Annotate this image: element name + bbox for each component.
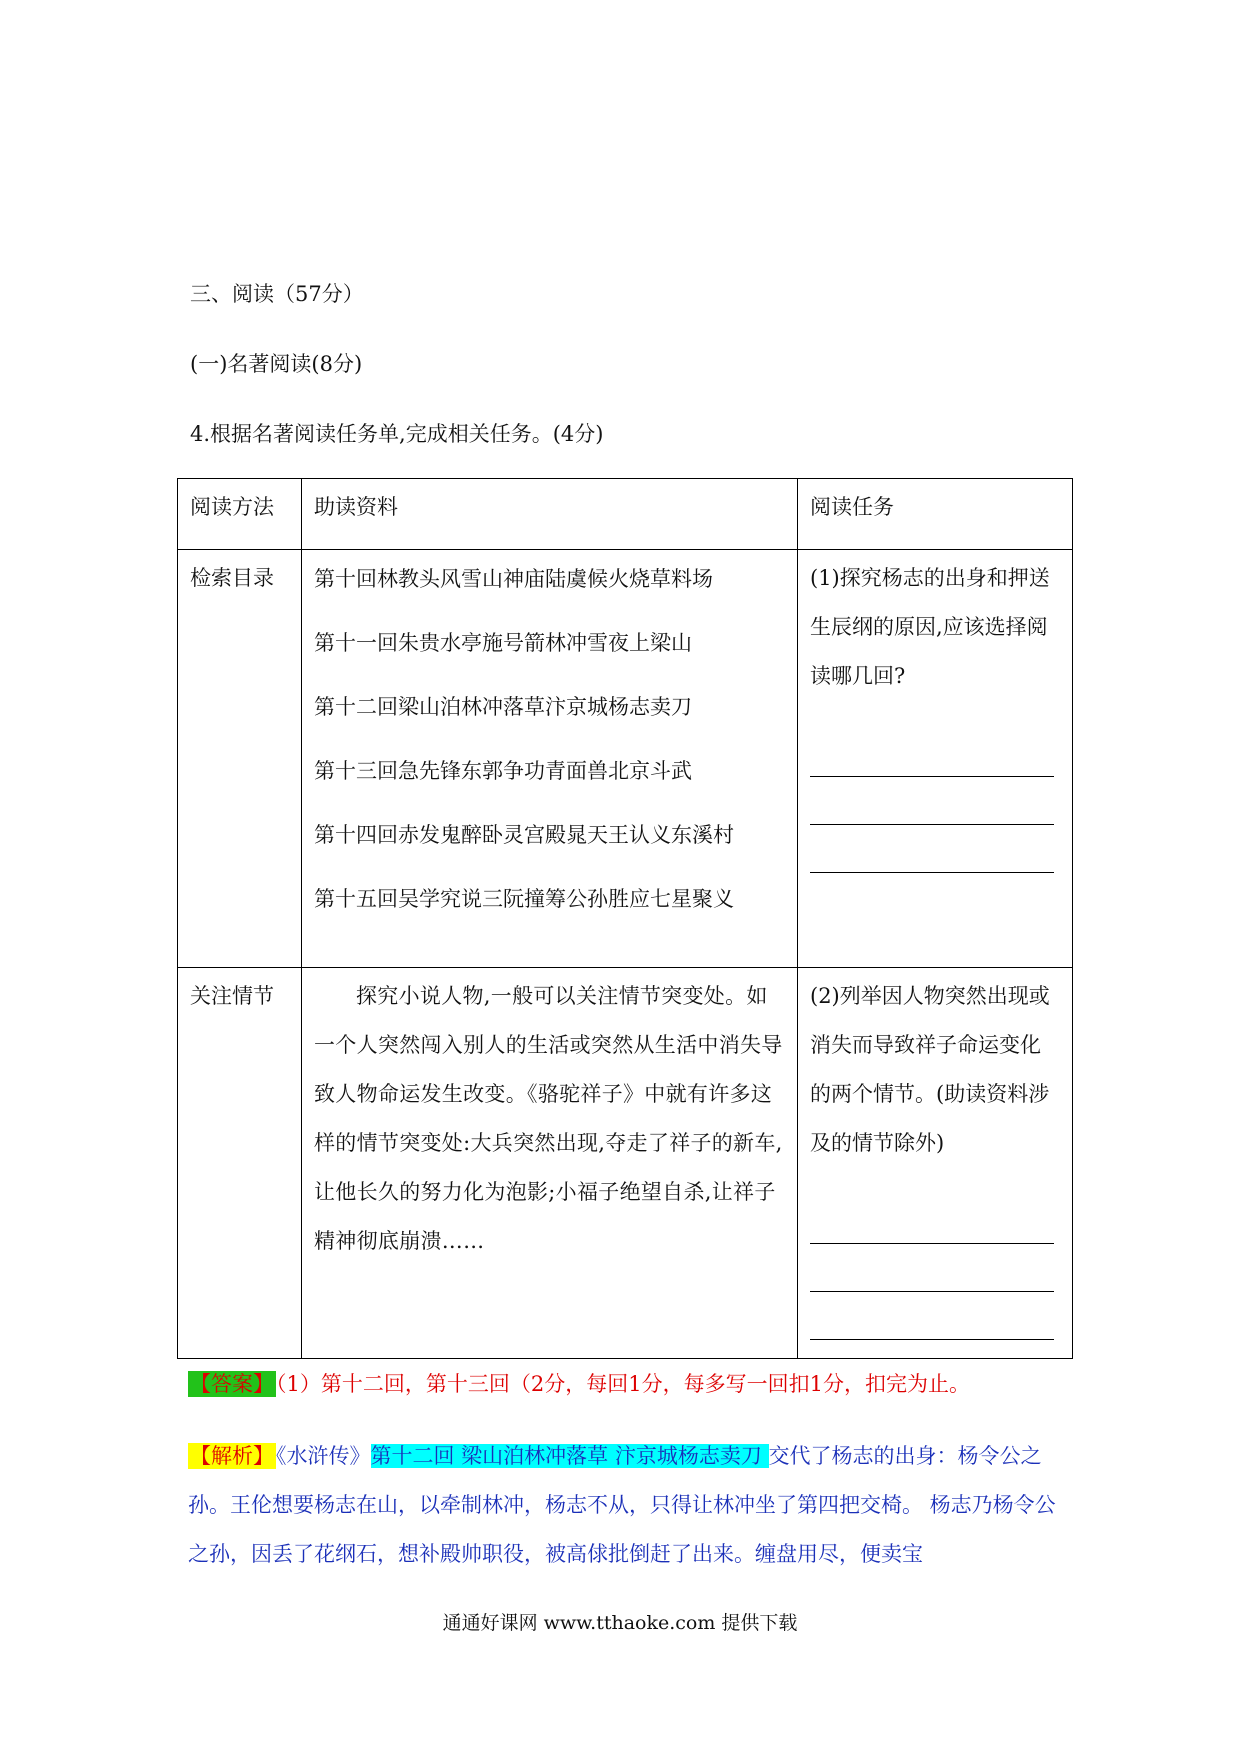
chapter-item: 第十二回梁山泊林冲落草汴京城杨志卖刀 xyxy=(314,695,692,719)
task-cell xyxy=(798,550,1073,968)
answer-blank[interactable] xyxy=(810,1244,1054,1292)
chapter-item: 第十三回急先锋东郭争功青面兽北京斗武 xyxy=(314,759,692,783)
task-question-1: (1)探究杨志的出身和押送生辰纲的原因,应该选择阅读哪几回? xyxy=(810,566,1050,688)
chapter-item: 第十一回朱贵水亭施号箭林冲雪夜上梁山 xyxy=(314,631,692,655)
chapter-item: 第十四回赤发鬼醉卧灵宫殿晁天王认义东溪村 xyxy=(314,823,734,847)
table-row xyxy=(178,968,1073,1359)
method-cell: 关注情节 xyxy=(178,968,302,1359)
chapter-list xyxy=(314,550,785,935)
analysis-paragraph xyxy=(188,1432,1068,1579)
section-title: 三、阅读（57分） xyxy=(190,282,364,306)
subsection-title: (一)名著阅读(8分) xyxy=(190,352,363,376)
method-cell: 检索目录 xyxy=(178,550,302,968)
answer-blank[interactable] xyxy=(810,1196,1054,1244)
header-material: 助读资料 xyxy=(302,479,798,550)
answer-blank[interactable] xyxy=(810,825,1054,873)
task-question-2: (2)列举因人物突然出现或消失而导致祥子命运变化的两个情节。(助读资料涉及的情节除外) xyxy=(810,984,1050,1155)
answer-label: 【答案】 xyxy=(190,1372,274,1396)
header-task: 阅读任务 xyxy=(798,479,1073,550)
analysis-text-before: 《水浒传》 xyxy=(276,1444,371,1468)
question-title: 4.根据名著阅读任务单,完成相关任务。(4分) xyxy=(190,422,604,446)
analysis-text-after: 交代了杨志的出身：杨令公之孙。王伦想要杨志在山，以牵制林冲，杨志不从，只得让林冲坐了第四把交椅。 杨志乃杨令公之孙，因丢了花纲石，想补殿帅职役，被高俅批倒赶了出来。缠盘用尽，便卖宝 xyxy=(188,1444,1056,1566)
analysis-label: 【解析】 xyxy=(190,1444,274,1468)
table-header-row xyxy=(178,479,1073,550)
answer-blank[interactable] xyxy=(810,777,1054,825)
task-cell xyxy=(798,968,1073,1359)
answer-blank[interactable] xyxy=(810,729,1054,777)
material-paragraph: 探究小说人物,一般可以关注情节突变处。如一个人突然闯入别人的生活或突然从生活中消失导致人物命运发生改变。《骆驼祥子》中就有许多这样的情节突变处:大兵突然出现,夺走了祥子的新车,让他长久的努力化为泡影;小福子绝望自杀,让祥子精神彻底崩溃…… xyxy=(314,984,783,1253)
chapter-item: 第十回林教头风雪山神庙陆虞候火烧草料场 xyxy=(314,567,713,591)
table-row xyxy=(178,550,1073,968)
header-method: 阅读方法 xyxy=(178,479,302,550)
material-cell xyxy=(302,968,798,1359)
page-footer: 通通好课网 www.tthaoke.com 提供下载 xyxy=(442,1612,798,1634)
reading-task-table xyxy=(177,478,1073,1359)
answer-blank[interactable] xyxy=(810,1292,1054,1340)
answer-line xyxy=(188,1368,970,1398)
answer-text: （1）第十二回，第十三回（2分，每回1分，每多写一回扣1分，扣完为止。 xyxy=(276,1372,970,1396)
material-cell xyxy=(302,550,798,968)
chapter-item: 第十五回吴学究说三阮撞筹公孙胜应七星聚义 xyxy=(314,887,734,911)
analysis-highlight: 第十二回 梁山泊林冲落草 汴京城杨志卖刀 xyxy=(370,1444,769,1468)
